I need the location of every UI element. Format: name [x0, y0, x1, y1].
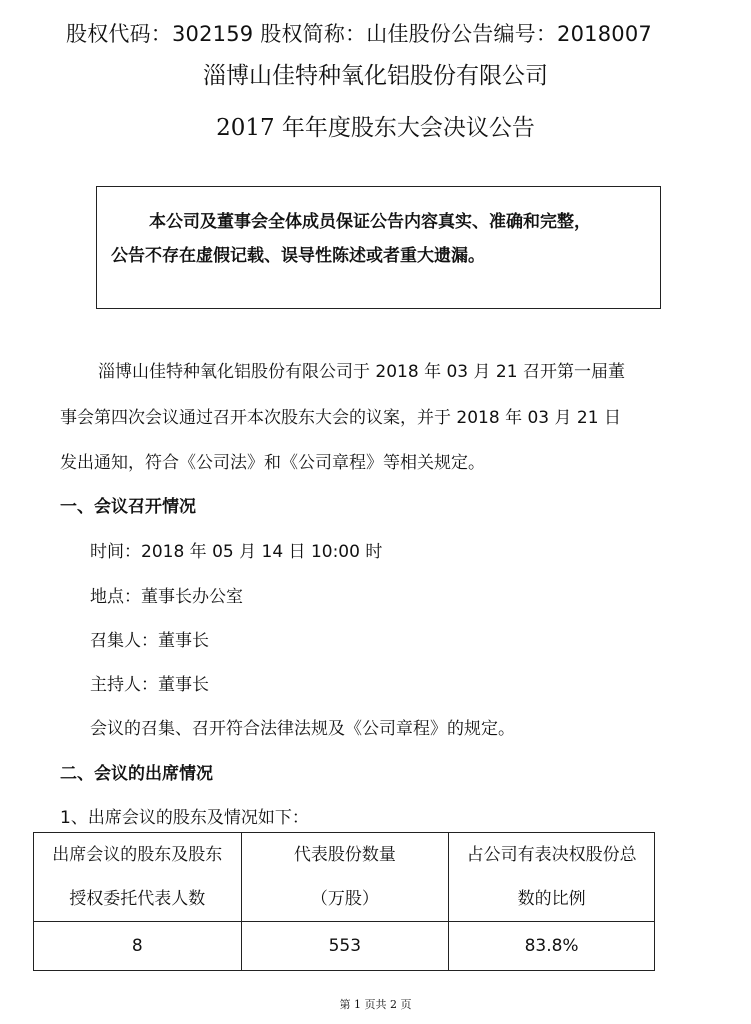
guarantee-notice-box: [96, 186, 661, 309]
header-cell-ratio: [449, 833, 655, 922]
header-text: 授权委托代表人数: [69, 889, 206, 909]
notice-line-1: 本公司及董事会全体成员保证公告内容真实、准确和完整，: [149, 212, 591, 232]
meeting-compliance: 会议的召集、召开符合法律法规及《公司章程》的规定。: [90, 719, 515, 739]
attendance-table: [33, 832, 655, 971]
section-2-heading: 二、会议的出席情况: [60, 764, 213, 784]
stock-info-line: 股权代码：302159 股权简称：山佳股份公告编号：2018007: [66, 22, 652, 46]
header-text: 数的比例: [517, 889, 586, 909]
document-title: 2017 年年度股东大会决议公告: [216, 115, 535, 141]
table-row: [34, 922, 655, 971]
cell-voting-ratio: 83.8%: [449, 922, 655, 971]
intro-line-3: 发出通知，符合《公司法》和《公司章程》等相关规定。: [60, 453, 485, 473]
attendance-subheading: 1、出席会议的股东及情况如下：: [60, 808, 309, 828]
header-text: （万股）: [310, 889, 379, 909]
header-text: 占公司有表决权股份总: [466, 845, 637, 865]
meeting-place: 地点：董事长办公室: [90, 587, 243, 607]
table-header-row: [34, 833, 655, 922]
cell-shareholder-count: 8: [34, 922, 242, 971]
meeting-host: 主持人：董事长: [90, 675, 209, 695]
header-cell-shares: [241, 833, 449, 922]
section-1-heading: 一、会议召开情况: [60, 497, 196, 517]
company-name: 淄博山佳特种氧化铝股份有限公司: [203, 63, 548, 89]
meeting-convener: 召集人：董事长: [90, 631, 209, 651]
meeting-time: 时间：2018 年 05 月 14 日 10:00 时: [90, 542, 383, 562]
intro-line-1: 淄博山佳特种氧化铝股份有限公司于 2018 年 03 月 21 召开第一届董: [98, 362, 625, 382]
page-number: 第 1 页共 2 页: [339, 998, 412, 1011]
header-text: 出席会议的股东及股东: [52, 845, 223, 865]
cell-share-amount: 553: [241, 922, 449, 971]
header-cell-shareholders: [34, 833, 242, 922]
intro-line-2: 事会第四次会议通过召开本次股东大会的议案，并于 2018 年 03 月 21 日: [60, 408, 621, 428]
notice-line-2: 公告不存在虚假记载、误导性陈述或者重大遗漏。: [111, 246, 485, 266]
header-text: 代表股份数量: [293, 845, 396, 865]
